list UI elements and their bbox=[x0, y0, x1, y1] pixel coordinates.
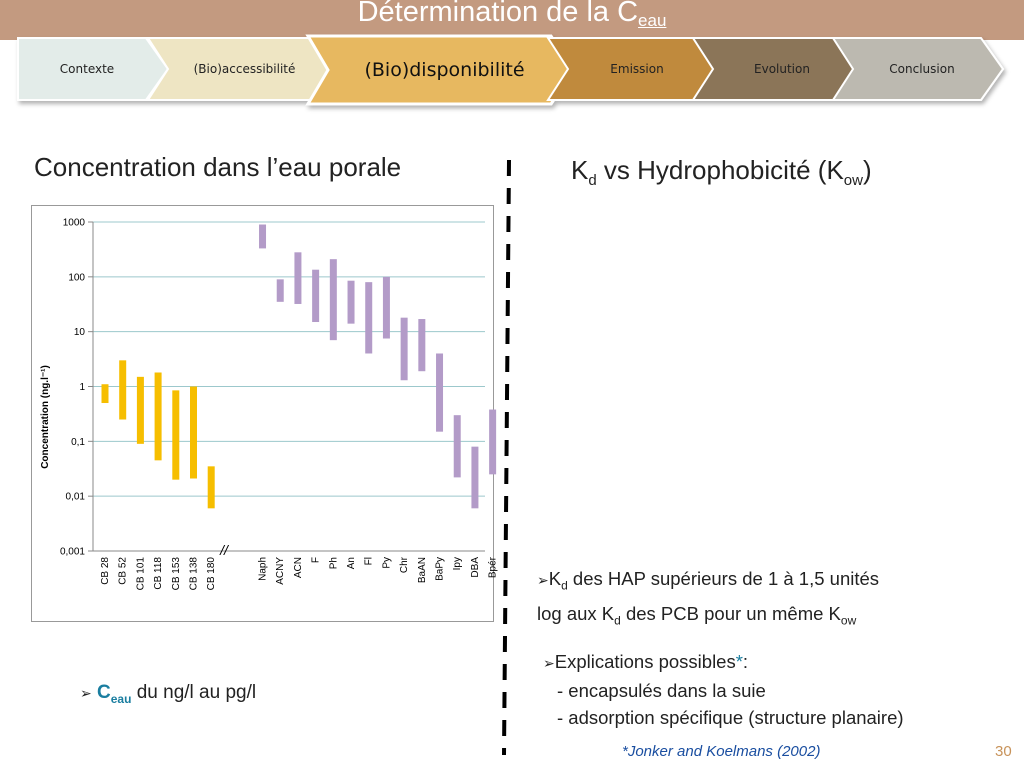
right-heading: $K_d$ vs Hydrophobicité $(K_{ow})$ bbox=[571, 155, 872, 190]
tab-5[interactable]: Conclusion bbox=[889, 62, 955, 76]
x-tick-label: CB 52 bbox=[117, 557, 129, 585]
range-bar-f bbox=[312, 270, 319, 322]
vertical-divider bbox=[500, 160, 518, 755]
x-tick-label: BaPy bbox=[434, 557, 446, 581]
range-bar-cb-180 bbox=[208, 466, 215, 508]
caption-ceau: ➢ $C_{eau}$ du ng/l au pg/l bbox=[80, 682, 257, 706]
x-tick-label: CB 118 bbox=[153, 557, 165, 590]
x-tick-label: F bbox=[310, 557, 322, 564]
x-tick-label: DBA bbox=[469, 557, 481, 578]
y-axis-title: Concentration (ng.l⁻¹) bbox=[40, 365, 51, 469]
page-number: 30 bbox=[995, 743, 1012, 760]
bullet-arrow-icon: ➢ bbox=[80, 685, 92, 701]
slide-title: Détermination de la $C_{eau}$ bbox=[357, 0, 667, 30]
bullet-kd-hap: $➢K_d$ des HAP supérieurs de 1 à 1,5 unités log aux $K_d$ des PCB pour un même $K_{ow}$ bbox=[537, 568, 880, 628]
range-bar-cb-52 bbox=[119, 360, 126, 419]
y-tick-label: 0,1 bbox=[71, 436, 85, 448]
x-tick-label: Bpér bbox=[487, 557, 499, 579]
x-tick-label: Ph bbox=[328, 557, 340, 570]
concentration-chart bbox=[31, 205, 499, 623]
range-bar-py bbox=[383, 277, 390, 339]
range-bar-chr bbox=[401, 318, 408, 381]
y-tick-label: 10 bbox=[73, 327, 85, 339]
y-tick-label: 1000 bbox=[62, 217, 85, 229]
reference: *Jonker and Koelmans (2002) bbox=[622, 743, 821, 760]
bullet-explications: ➢Explications possibles*: - encapsulés dans la suie - adsorption spécifique (structure planaire) bbox=[543, 651, 904, 728]
bullet-arrow-icon: ➢ bbox=[543, 655, 555, 671]
range-bar-ipy bbox=[454, 415, 461, 477]
range-bar-acny bbox=[277, 279, 284, 301]
x-tick-label: An bbox=[346, 557, 358, 570]
range-bar-dba bbox=[471, 447, 478, 509]
tab-2[interactable]: (Bio)disponibilité bbox=[364, 59, 525, 81]
axis-break: // bbox=[220, 542, 228, 558]
tab-4[interactable]: Evolution bbox=[754, 62, 810, 76]
x-tick-label: Naph bbox=[257, 557, 269, 581]
range-bar-naph bbox=[259, 225, 266, 249]
range-bar-baan bbox=[418, 319, 425, 371]
tab-3[interactable]: Emission bbox=[610, 62, 664, 76]
range-bar-cb-138 bbox=[190, 387, 197, 479]
range-bar-cb-28 bbox=[102, 384, 109, 403]
x-tick-label: BaAN bbox=[416, 557, 428, 584]
range-bar-an bbox=[348, 281, 355, 324]
left-heading: Concentration dans l’eau porale bbox=[34, 152, 402, 182]
x-tick-label: CB 138 bbox=[188, 557, 200, 591]
range-bar-ph bbox=[330, 259, 337, 340]
tab-1[interactable]: (Bio)accessibilité bbox=[193, 62, 296, 76]
range-bar-cb-153 bbox=[172, 390, 179, 479]
tab-0[interactable]: Contexte bbox=[59, 62, 115, 76]
y-tick-label: 0,001 bbox=[59, 546, 85, 558]
x-tick-label: ACNY bbox=[275, 557, 287, 585]
y-tick-label: 0,01 bbox=[65, 491, 85, 503]
x-tick-label: CB 28 bbox=[100, 557, 111, 585]
y-tick-label: 100 bbox=[68, 272, 85, 284]
x-tick-label: Fl bbox=[363, 557, 375, 566]
range-bar-fl bbox=[365, 282, 372, 353]
x-tick-label: CB 153 bbox=[170, 557, 182, 591]
x-tick-label: CB 180 bbox=[206, 557, 218, 591]
bullet-arrow-icon: ➢ bbox=[537, 572, 549, 588]
range-bar-acn bbox=[294, 252, 301, 304]
range-bar-bpér bbox=[489, 410, 496, 475]
x-tick-label: CB 101 bbox=[135, 557, 147, 591]
range-bar-cb-118 bbox=[155, 373, 162, 461]
x-tick-label: Py bbox=[381, 557, 393, 569]
x-tick-label: Chr bbox=[399, 557, 411, 574]
range-bar-cb-101 bbox=[137, 377, 144, 444]
x-tick-label: Ipy bbox=[452, 557, 464, 571]
range-bar-bapy bbox=[436, 353, 443, 431]
x-tick-label: ACN bbox=[292, 557, 304, 579]
y-tick-label: 1 bbox=[79, 382, 85, 393]
